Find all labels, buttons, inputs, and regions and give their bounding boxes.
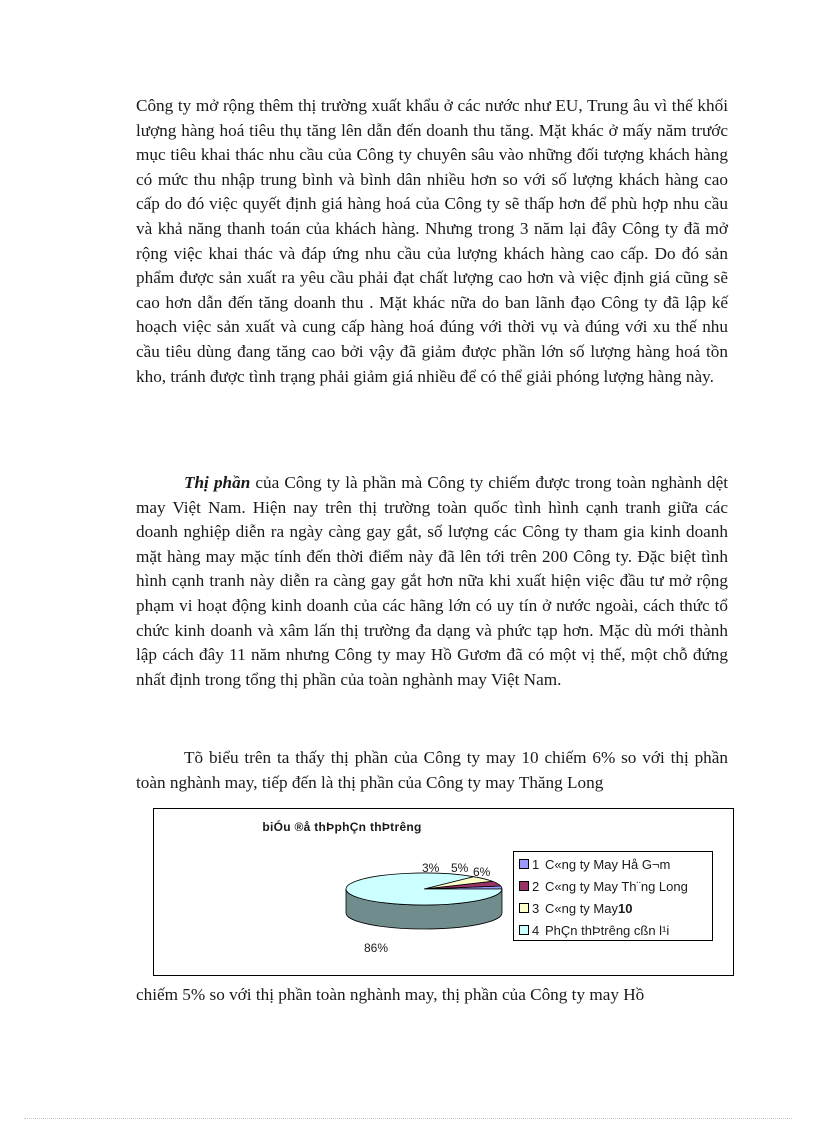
data-label-1: 3% [422,861,440,875]
data-label-3: 6% [473,865,491,879]
legend-item-4 [519,921,669,939]
paragraph-2 [136,471,728,692]
paragraph-3: Tõ biểu trên ta thấy thị phần của Công ty may 10 chiếm 6% so với thị phần toàn nghành may, tiếp đến là thị phần của Công ty may Thăng Long [136,748,728,792]
data-label-4: 86% [364,941,389,955]
market-share-chart [153,808,734,976]
legend-swatch-2 [519,881,529,891]
market-share-term: Thị phần [184,473,251,492]
legend-number-2: 2 [532,878,540,894]
legend-label-1: C«ng ty May Hå G¬m [545,856,671,872]
chart-legend [513,851,713,941]
legend-swatch-4 [519,925,529,935]
legend-label-3: C«ng ty May [545,900,618,916]
legend-item-2 [519,877,688,895]
legend-number-3: 3 [532,900,540,916]
paragraph-4: chiếm 5% so với thị phần toàn nghành may, thị phần của Công ty may Hồ [136,985,645,1004]
page-bottom-dotted-line [24,1118,792,1119]
paragraph-1: Công ty mở rộng thêm thị trường xuất khẩu ở các nước như EU, Trung âu vì thế khối lượng hàng hoá tiêu thụ tăng lên dẫn đến doanh thu tăng. Mặt khác ở mấy năm trước mục tiêu khai thác nhu cầu của Công ty chuyên sâu vào những đối tượng khách hàng có mức thu nhập trung bình và bình dân nhiều hơn so với số lượng khách hàng cao cấp do đó việc quyết định giá hàng hoá của Công ty sẽ thấp hơn để phù hợp nhu cầu và khả năng thanh toán của khách hàng. Nhưng trong 3 năm lại đây Công ty đã mở rộng việc khai thác và đáp ứng nhu cầu của lượng khách hàng cao cấp. Do đó sản phẩm được sản xuất ra yêu cầu phải đạt chất lượng cao hơn và việc định giá cũng sẽ cao hơn dẫn đến tăng doanh thu . Mặt khác nữa do ban lãnh đạo Công ty đã lập kế hoạch việc sản xuất và cung cấp hàng hoá đúng với thời vụ và đúng với xu thế nhu cầu tiêu dùng đang tăng cao bởi vậy đã giảm được phần lớn số lượng hàng hoá tồn kho, tránh được tình trạng phải giảm giá nhiều để có thể giải phóng lượng hàng này. [136,96,728,386]
data-label-2: 5% [451,861,469,875]
legend-label-3-bold: 10 [617,900,633,916]
legend-swatch-3 [519,903,529,913]
chart-title: biÓu ®å thÞphÇn thÞtrêng [262,820,422,834]
legend-swatch-1 [519,859,529,869]
legend-item-1 [519,855,670,873]
legend-number-4: 4 [532,922,540,938]
legend-number-1: 1 [532,856,540,872]
legend-label-2: C«ng ty May Th¨ng Long [545,878,688,894]
legend-label-4: PhÇn thÞtrêng cßn l¹i [545,922,670,938]
legend-item-3 [519,899,632,917]
paragraph-2-body: của Công ty là phần mà Công ty chiếm được trong toàn nghành dệt may Việt Nam. Hiện nay trên thị trường toàn quốc tình hình cạnh tranh giữa các doanh nghiệp diễn ra ngày càng gay gắt, số lượng các Công ty tham gia kinh doanh mặt hàng may mặc tính đến thời điểm này đã lên tới trên 200 Công ty. Đặc biệt tình hình cạnh tranh này diễn ra càng gay gắt hơn nữa khi xuất hiện việc đầu tư mở rộng phạm vi hoạt động kinh doanh của các hãng lớn có uy tín ở nước ngoài, cách thức tổ chức kinh doanh và xâm lấn thị trường đa dạng và phức tạp hơn. Mặc dù mới thành lập cách đây 11 năm nhưng Công ty may Hồ Gươm đã có một vị thế, một chỗ đứng nhất định trong tổng thị phần của toàn nghành may Việt Nam. [136,473,728,689]
